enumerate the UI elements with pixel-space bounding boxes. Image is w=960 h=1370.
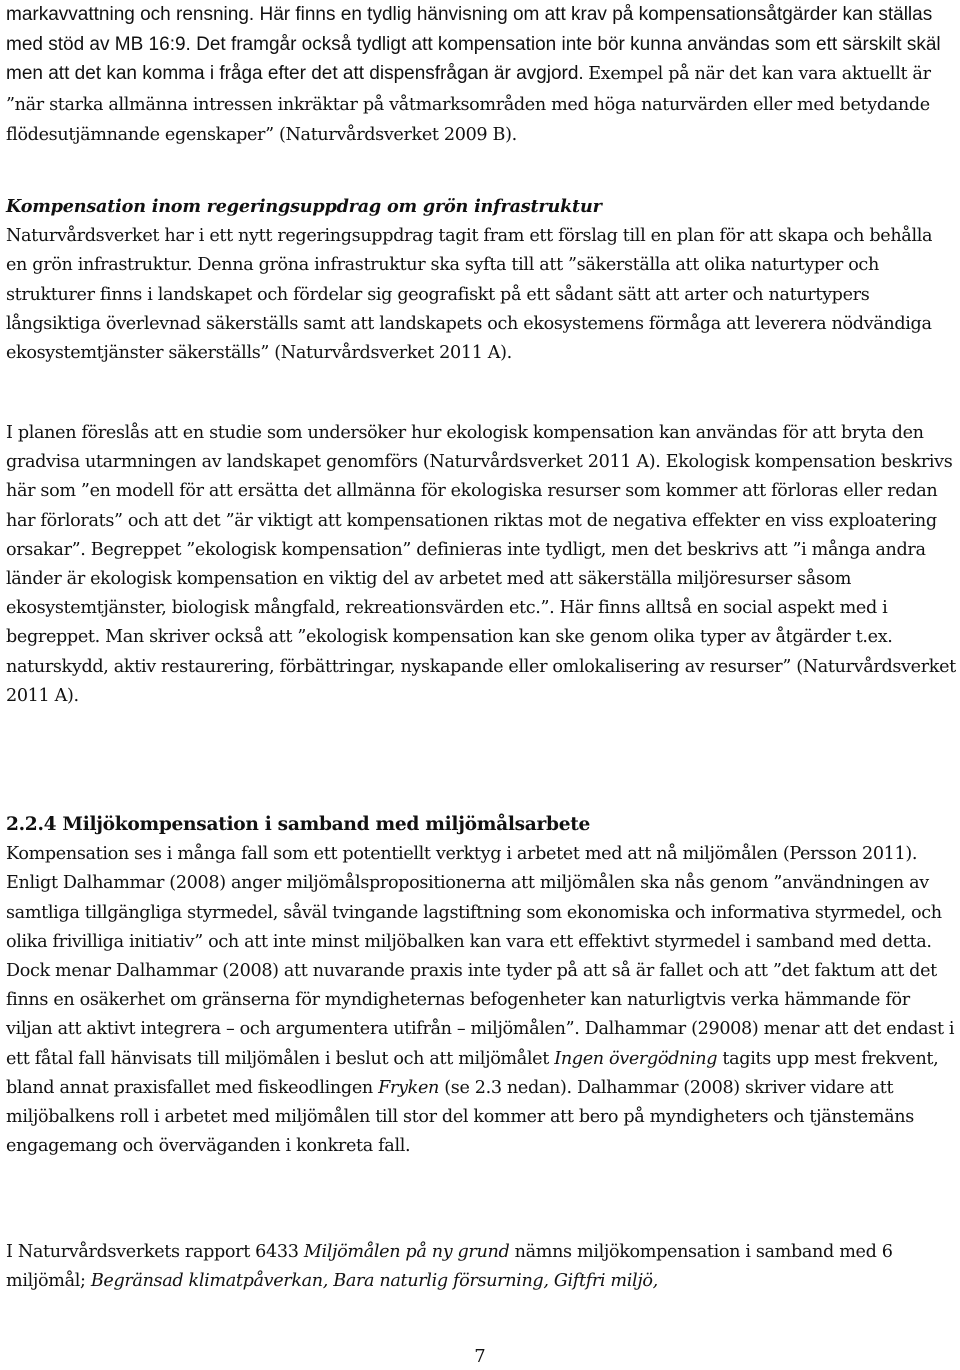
section-2-2-4-body — [6, 810, 956, 1161]
intro-paragraph — [6, 0, 956, 151]
section-2-2-4-italic-2: Fryken — [378, 1077, 439, 1098]
section-2-2-4-text-2: tagits upp mest frekvent, bland annat praxisfallet med fiskeodlingen — [6, 1048, 939, 1098]
page-number: 7 — [474, 1346, 486, 1367]
plan-paragraph: I planen föreslås att en studie som undersöker hur ekologisk kompensation kan användas för att bryta den gradvisa utarmningen av landskapet genomförs (Naturvårdsverket 2011 A). Ekologisk kompensation beskrivs här som ”en modell för att ersätta det allmänna för ekologiska resurser som kommer att förloras eller redan har förlorats” och att det ”är viktigt att kompensationen riktas mot de negativa effekter en viss exploatering orsakar”. Begreppet ”ekologisk kompensation” definieras inte tydligt, men det beskrivs att ”i många andra länder är ekologisk kompensation en viktig del av arbetet med att säkerställa miljöresurser såsom ekosystemtjänster, biologisk mångfald, rekreationsvärden etc.”. Här finns alltså en social aspekt med i begreppet. Man skriver också att ”ekologisk kompensation kan ske genom olika typer av åtgärder t.ex. naturskydd, aktiv restaurering, förbättringar, nyskapande eller omlokalisering av resurser” (Naturvårdsverket 2011 A). — [6, 423, 956, 706]
section-2-2-4-text-1: Kompensation ses i många fall som ett potentiellt verktyg i arbetet med att nå miljömålen (Persson 2011). Enligt Dalhammar (2008) anger miljömålspropositionerna att miljömålen ska nås genom ”användningen av samtliga tillgängliga styrmedel, såväl tvingande lagstiftning som ekonomiska och informativa styrmedel, och olika frivilliga initiativ” och att inte minst miljöbalken kan vara ett effektivt styrmedel i samband med detta. Dock menar Dalhammar (2008) att nuvarande praxis inte tyder på att så är fallet och att ”det faktum att det finns en osäkerhet om gränserna för myndigheternas befogenheter kan naturligtvis verka hämmande för viljan att aktivt integrera – och argumentera utifrån – miljömålen”. Dalhammar (29008) menar att det endast i ett fåtal fall hänvisats till miljömålen i beslut och att miljömålet — [6, 844, 955, 1069]
last-paragraph-text-2: nämns miljökompensation i samband med 6 miljömål; — [6, 1242, 893, 1292]
section-2-2-4-italic-1: Ingen övergödning — [554, 1048, 718, 1069]
section-green-infrastructure-heading: Kompensation inom regeringsuppdrag om grön infrastruktur — [6, 196, 602, 217]
section-green-infrastructure-text: Naturvårdsverket har i ett nytt regeringsuppdrag tagit fram ett förslag till en plan för att skapa och behålla en grön infrastruktur. Denna gröna infrastruktur ska syfta till att ”säkerställa att olika naturtyper och strukturer finns i landskapet och fördelar sig geografiskt på ett sådant sätt att arter och naturtypers långsiktiga överlevnad säkerställs samt att landskapets och ekosystemens förmåga att leverera nödvändiga ekosystemtjänster säkerställs” (Naturvårdsverket 2011 A). — [6, 226, 933, 364]
last-paragraph-text-1: I Naturvårdsverkets rapport 6433 — [6, 1242, 299, 1262]
last-paragraph-italic-1: Miljömålen på ny grund — [303, 1242, 510, 1262]
last-paragraph-italic-2: Begränsad klimatpåverkan, Bara naturlig försurning, Giftfri miljö, — [90, 1271, 658, 1292]
section-2-2-4-text-3: (se 2.3 nedan). Dalhammar (2008) skriver vidare att miljöbalkens roll i arbetet med miljömålen till stor del kommer att bero på myndigheters och tjänstemäns engagemang och överväganden i konkreta fall. — [6, 1077, 914, 1157]
section-green-infrastructure — [6, 192, 956, 368]
intro-paragraph-sans-text: markavvattning och rensning. Här finns en tydlig hänvisning om att krav på kompensationsåtgärder kan ställas med stöd av MB 16:9. Det framgår också tydligt att kompensation inte bör kunna användas som ett särskilt skäl men att det kan komma i fråga efter det att dispensfrågan är avgjord. — [6, 4, 941, 85]
last-paragraph — [6, 1238, 956, 1296]
section-2-2-4-heading: 2.2.4 Miljökompensation i samband med miljömålsarbete — [6, 814, 591, 835]
section-2-2-4 — [6, 810, 956, 1161]
intro-paragraph-serif-text: Exempel på när det kan vara aktuellt är ”när starka allmänna intressen inkräktar på våtmarksområden med höga naturvärden eller med betydande flödesutjämnande egenskaper” (Naturvårdsverket 2009 B). — [6, 64, 931, 146]
section-green-infrastructure-body — [6, 192, 956, 368]
